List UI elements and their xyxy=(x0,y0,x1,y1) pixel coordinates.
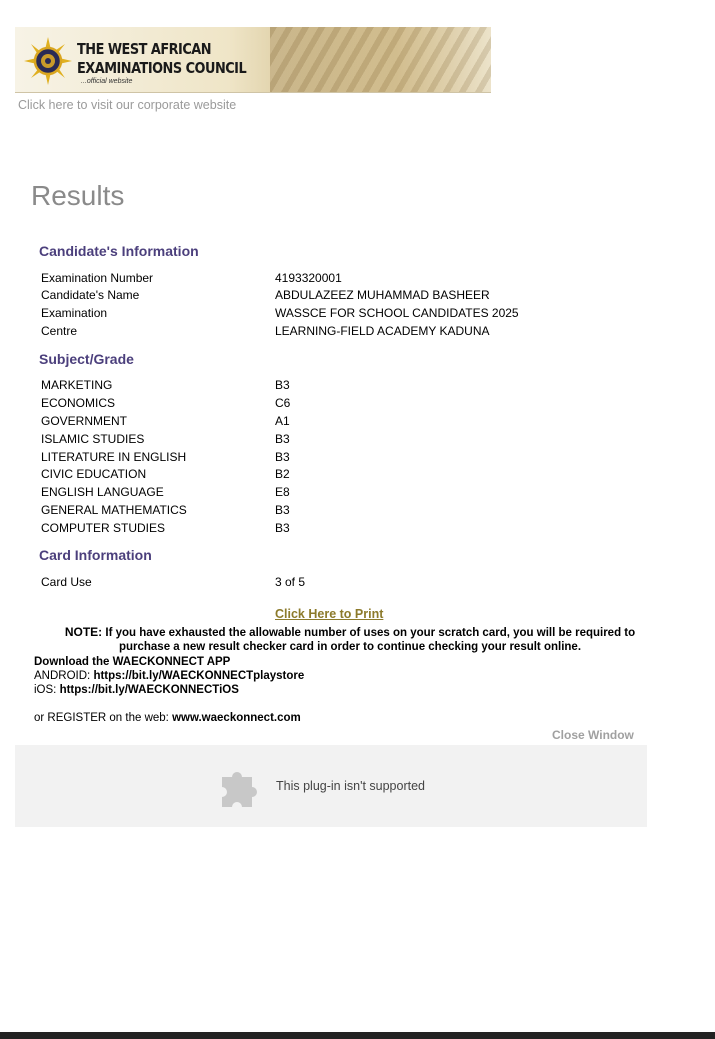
subject-grade: B3 xyxy=(275,378,290,392)
org-name-line1: THE WEST AFRICAN xyxy=(77,40,212,58)
card-use-value: 3 of 5 xyxy=(275,575,306,589)
subject-grade: B3 xyxy=(275,521,290,535)
note-line2: purchase a new result checker card in order to continue checking your result online. xyxy=(118,641,582,653)
download-title: Download the WAECKONNECT APP xyxy=(34,656,231,668)
info-value: 4193320001 xyxy=(275,271,342,285)
info-label: Centre xyxy=(41,324,78,338)
subject-name: GENERAL MATHEMATICS xyxy=(41,503,187,517)
subject-name: LITERATURE IN ENGLISH xyxy=(41,450,187,464)
register-label: or REGISTER on the web: xyxy=(34,712,169,724)
subject-grade: A1 xyxy=(275,414,290,428)
subject-grade: B2 xyxy=(275,467,290,481)
subject-grade-heading: Subject/Grade xyxy=(39,351,134,367)
bottom-bar xyxy=(0,1032,715,1039)
waec-banner xyxy=(15,27,491,93)
subject-name: COMPUTER STUDIES xyxy=(41,521,166,535)
note-line1: If you have exhausted the allowable number of uses on your scratch card, you will be required to xyxy=(105,627,636,639)
register-url-link[interactable]: www.waeckonnect.com xyxy=(172,712,301,724)
subject-name: MARKETING xyxy=(41,378,113,392)
puzzle-piece-icon xyxy=(218,765,262,809)
info-value: LEARNING-FIELD ACADEMY KADUNA xyxy=(275,324,490,338)
subject-name: CIVIC EDUCATION xyxy=(41,467,147,481)
subject-grade: B3 xyxy=(275,503,290,517)
subject-grade: C6 xyxy=(275,396,291,410)
card-use-label: Card Use xyxy=(41,575,92,589)
org-name-line2: EXAMINATIONS COUNCIL xyxy=(77,59,247,77)
register-line xyxy=(34,711,301,725)
info-value: WASSCE FOR SCHOOL CANDIDATES 2025 xyxy=(275,306,519,320)
plugin-message: This plug-in isn't supported xyxy=(276,779,425,793)
ios-url-link[interactable]: https://bit.ly/WAECKONNECTiOS xyxy=(59,684,239,696)
info-value: ABDULAZEEZ MUHAMMAD BASHEER xyxy=(275,288,490,302)
print-link[interactable]: Click Here to Print xyxy=(275,607,384,621)
android-line xyxy=(34,669,304,683)
ios-line xyxy=(34,683,239,697)
note-text xyxy=(30,625,670,654)
plugin-placeholder xyxy=(15,745,647,827)
subject-name: ECONOMICS xyxy=(41,396,116,410)
info-label: Candidate's Name xyxy=(41,288,140,302)
waec-seal-icon xyxy=(23,36,73,86)
info-label: Examination Number xyxy=(41,271,154,285)
subject-grade: B3 xyxy=(275,450,290,464)
android-label: ANDROID: xyxy=(34,670,91,682)
candidate-info-heading: Candidate's Information xyxy=(39,243,199,259)
subject-grade: B3 xyxy=(275,432,290,446)
info-label: Examination xyxy=(41,306,108,320)
note-prefix: NOTE: xyxy=(64,625,103,639)
banner-photo xyxy=(270,27,491,92)
android-url-link[interactable]: https://bit.ly/WAECKONNECTplaystore xyxy=(93,670,305,682)
subject-grade: E8 xyxy=(275,485,290,499)
tagline: ...official website xyxy=(81,78,133,85)
subject-name: GOVERNMENT xyxy=(41,414,128,428)
subject-name: ENGLISH LANGUAGE xyxy=(41,485,164,499)
corporate-website-link[interactable]: Click here to visit our corporate website xyxy=(18,98,237,112)
page-title: Results xyxy=(31,180,125,211)
subject-name: ISLAMIC STUDIES xyxy=(41,432,145,446)
ios-label: iOS: xyxy=(34,684,57,696)
card-info-heading: Card Information xyxy=(39,547,152,563)
close-window-link[interactable]: Close Window xyxy=(552,728,634,742)
